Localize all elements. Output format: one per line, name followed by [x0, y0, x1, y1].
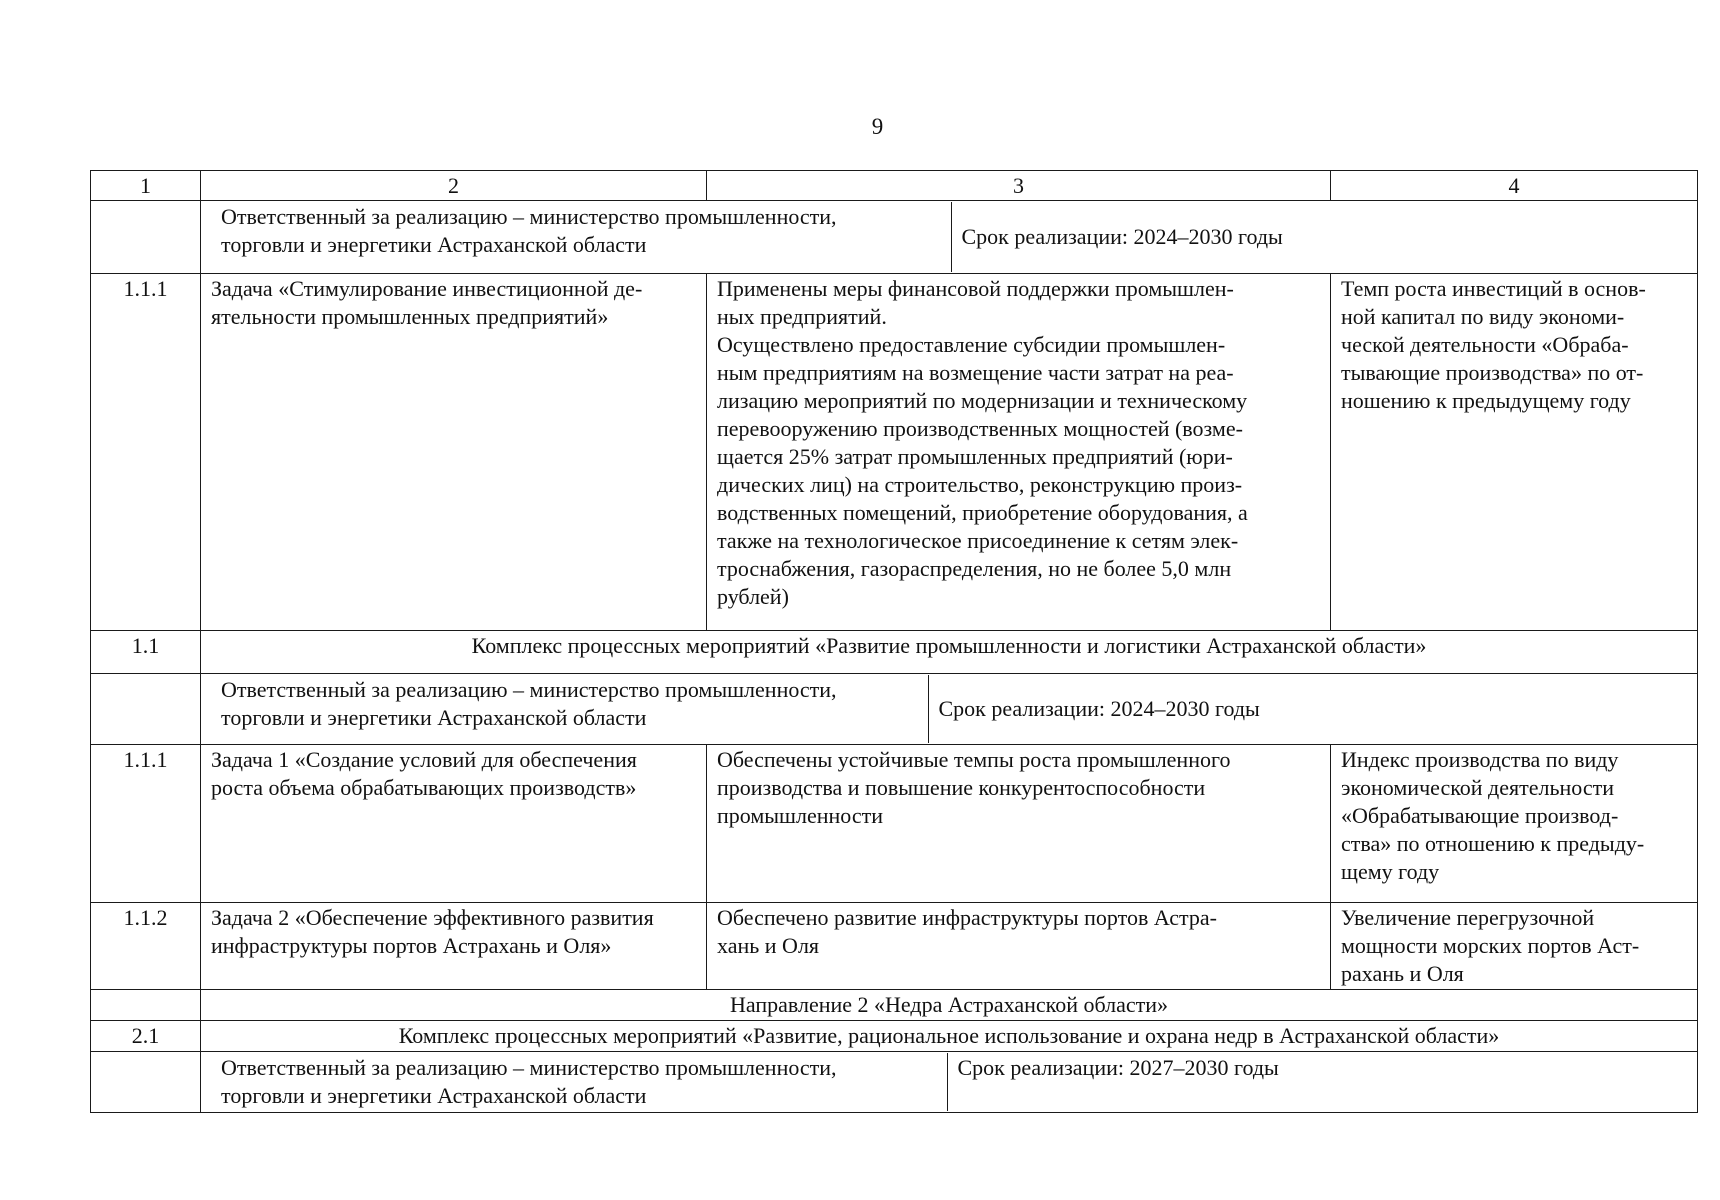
indicator-cell: Индекс производства по виду экономической деятельности «Обрабатывающие производ- ства» по отношению к предыду- щему году	[1331, 745, 1698, 903]
complex-title: Комплекс процессных мероприятий «Развитие промышленности и логистики Астраханской области»	[201, 631, 1698, 674]
responsible-text: Ответственный за реализацию – министерство промышленности, торговли и энергетики Астраханской области	[221, 677, 837, 730]
table-header-row	[91, 171, 1698, 201]
result-cell: Применены меры финансовой поддержки промышлен- ных предприятий. Осуществлено предоставление субсидии промышлен- ным предприятиям на возмещение части затрат на реа- лизацию мероприятий по модернизации и техническому перевооружению производственных мощностей (возме- щается 25% затрат промышленных предприятий (юри- дических лиц) на строительство, реконструкцию произ- водственных помещений, приобретение оборудования, а также на технологическое присоединение к сетям элек- троснабжения, газораспределения, но не более 5,0 млн рублей)	[707, 274, 1331, 631]
complex-number: 1.1	[91, 631, 201, 674]
task-cell: Задача 1 «Создание условий для обеспечения роста объема обрабатывающих производств»	[201, 745, 707, 903]
row-number: 1.1.1	[91, 274, 201, 631]
complex-row	[91, 1021, 1698, 1052]
period-text: Срок реализации: 2024–2030 годы	[951, 202, 1687, 272]
period-text: Срок реализации: 2024–2030 годы	[928, 675, 1687, 743]
row-number: 1.1.2	[91, 903, 201, 990]
direction-title: Направление 2 «Недра Астраханской области»	[201, 990, 1698, 1021]
header-col-3: 3	[707, 171, 1331, 201]
empty-number-cell	[91, 1052, 201, 1113]
result-cell: Обеспечены устойчивые темпы роста промышленного производства и повышение конкурентоспособности промышленности	[707, 745, 1331, 903]
responsible-text: Ответственный за реализацию – министерство промышленности, торговли и энергетики Астраханской области	[221, 1055, 837, 1108]
result-cell: Обеспечено развитие инфраструктуры портов Астра- хань и Оля	[707, 903, 1331, 990]
page-number: 9	[871, 114, 884, 139]
empty-number-cell	[91, 201, 201, 274]
period-text: Срок реализации: 2027–2030 годы	[947, 1053, 1687, 1111]
task-cell: Задача «Стимулирование инвестиционной де- ятельности промышленных предприятий»	[201, 274, 707, 631]
header-col-1: 1	[91, 171, 201, 201]
header-col-2: 2	[201, 171, 707, 201]
main-table	[90, 170, 1698, 1113]
complex-number: 2.1	[91, 1021, 201, 1052]
table-row	[91, 274, 1698, 631]
indicator-cell: Темп роста инвестиций в основ- ной капитал по виду экономи- ческой деятельности «Обраба- тывающие производства» по от- ношению к предыдущему году	[1331, 274, 1698, 631]
row-number: 1.1.1	[91, 745, 201, 903]
header-col-4: 4	[1331, 171, 1698, 201]
responsible-row	[91, 1052, 1698, 1113]
responsible-row	[91, 201, 1698, 274]
table-row	[91, 903, 1698, 990]
empty-number-cell	[91, 990, 201, 1021]
indicator-cell: Увеличение перегрузочной мощности морских портов Аст- рахань и Оля	[1331, 903, 1698, 990]
responsible-text: Ответственный за реализацию – министерство промышленности, торговли и энергетики Астраханской области	[221, 204, 837, 257]
task-cell: Задача 2 «Обеспечение эффективного развития инфраструктуры портов Астрахань и Оля»	[201, 903, 707, 990]
empty-number-cell	[91, 674, 201, 745]
complex-title: Комплекс процессных мероприятий «Развитие, рациональное использование и охрана недр в Астраханской области»	[201, 1021, 1698, 1052]
direction-row	[91, 990, 1698, 1021]
responsible-row	[91, 674, 1698, 745]
complex-row	[91, 631, 1698, 674]
table-row	[91, 745, 1698, 903]
